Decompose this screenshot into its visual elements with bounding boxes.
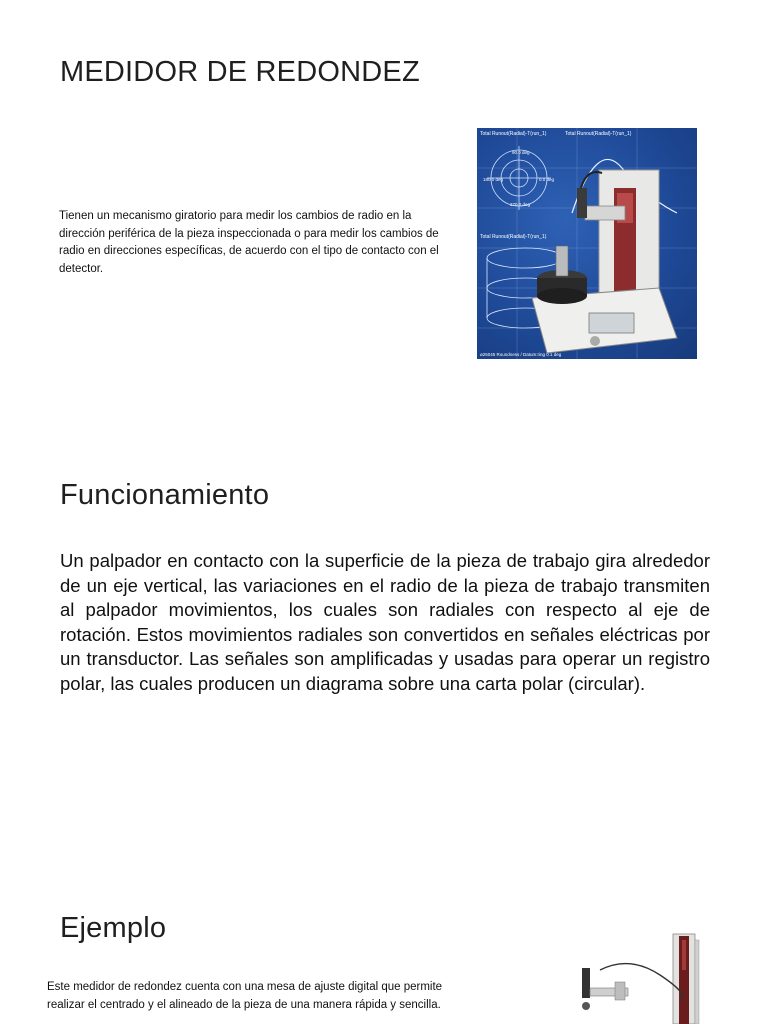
- roundness-tester-image: [477, 128, 697, 359]
- deg-top: 90.0 deg: [512, 150, 530, 155]
- example-paragraph: Este medidor de redondez cuenta con una mesa de ajuste digital que permite realizar el centrado y el alineado de la pieza de una manera rápida y sencilla.: [47, 981, 443, 1011]
- page-title: MEDIDOR DE REDONDEZ: [60, 56, 420, 88]
- roundness-tester-illustration: [477, 128, 697, 359]
- deg-bottom: 270.0 deg: [510, 202, 531, 207]
- section-title-funcionamiento: Funcionamiento: [60, 479, 270, 511]
- chart-label-mid-left: Total Runout(Radial)-T(run_1): [480, 234, 547, 240]
- deg-right: 0.0 deg: [539, 177, 555, 182]
- chart-label-top-left: Total Runout(Radial)-T(run_1): [480, 131, 547, 137]
- funcionamiento-paragraph: Un palpador en contacto con la superficie de la pieza de trabajo gira alrededor de un eje vertical, las variaciones en el radio de la pieza de trabajo transmiten al palpador movimientos, los cuales son radiales con respecto al eje de rotación. Estos movimientos radiales son convertidos en señales eléctricas por un transductor. Las señales son amplificadas y usadas para operar un registro polar, las cuales producen un diagrama sobre una carta polar (circular).: [60, 550, 710, 694]
- roundness-tester-example-illustration: [570, 930, 730, 1024]
- deg-left: 180.0 deg: [483, 177, 504, 182]
- intro-paragraph: Tienen un mecanismo giratorio para medir los cambios de radio en la dirección periférica de la pieza inspeccionada o para medir los cambios de radio en direcciones específicas, de acuerdo con el tipo de contacto con el detector.: [59, 210, 439, 275]
- section-title-ejemplo: Ejemplo: [60, 912, 167, 944]
- chart-label-top-right: Total Runout(Radial)-T(run_1): [565, 131, 632, 137]
- chart-caption-bottom: ø25045 Roundness / Datum:ring 0.1 deg: [480, 352, 562, 357]
- roundness-tester-example-image: [570, 930, 730, 1024]
